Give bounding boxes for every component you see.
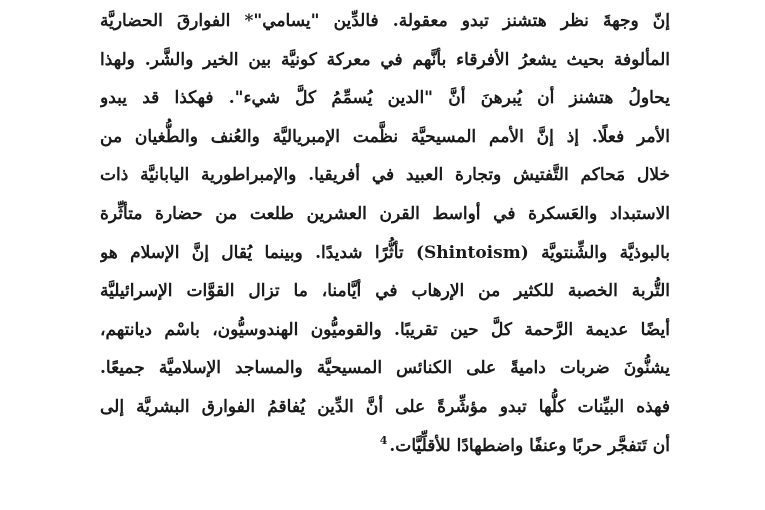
text-line-2: المألوفة بحيث يشعرُ الأفرقاء بأنَّهم في معركة كونيَّة بين الخير والشَّر. ولهذا — [100, 49, 670, 70]
text-line-4: الأمر فعلًا. إذ إنَّ الأمم المسيحيَّة نظَّمت الإمبرياليَّة والعُنف والطُّغيان من — [100, 126, 670, 147]
footnote-marker: 4 — [379, 433, 388, 447]
text-line-12 — [100, 427, 670, 466]
last-line-text: أن تَتفجَّر حربًا وعنفًا واضطهادًا للأقلِّيَّات. — [389, 435, 670, 456]
text-line-6: الاستبداد والعَسكرة في أواسط القرن العشرين طلعت من حضارة متأثِّرة — [100, 203, 670, 224]
text-line-5: خلال مَحاكم التَّفتيش وتجارة العبيد في أفريقيا. والإمبراطورية اليابانيَّة ذات — [100, 165, 670, 186]
text-line-8: التُّربة الخصبة للكثير من الإرهاب في أيَّامنا، ما تزال القوَّات الإسرائيليَّة — [100, 281, 670, 302]
text-line-3: يحاولُ هتشنز أن يُبرهنَ أنَّ "الدين يُسمِّمُ كلَّ شيء". فهكذا قد يبدو — [100, 88, 670, 109]
text-line-11: فهذه البيِّنات كلُّها تبدو مؤشِّرةً على أنَّ الدِّين يُفاقمُ الفوارق البشريَّة إلى — [100, 396, 670, 417]
text-line-9: أيضًا عديمة الرَّحمة كلَّ حين تقريبًا. والقوميُّون الهندوسيُّون، باسْم ديانتهم، — [100, 319, 670, 340]
text-line-7: بالبوذيَّة والشِّنتويَّة (Shintoism) تأثُّرًا شديدًا. وبينما يُقال إنَّ الإسلام هو — [100, 242, 670, 263]
text-line-1: إنّ وجهةَ نظر هتشنز تبدو معقولة. فالدِّين "يسامي"* الفوارقَ الحضاريَّة — [100, 11, 670, 31]
text-line-10: يشنُّونَ ضربات داميةً على الكنائس المسيحيَّة والمساجد الإسلاميَّة جميعًا. — [100, 358, 670, 379]
document-page — [100, 2, 670, 465]
